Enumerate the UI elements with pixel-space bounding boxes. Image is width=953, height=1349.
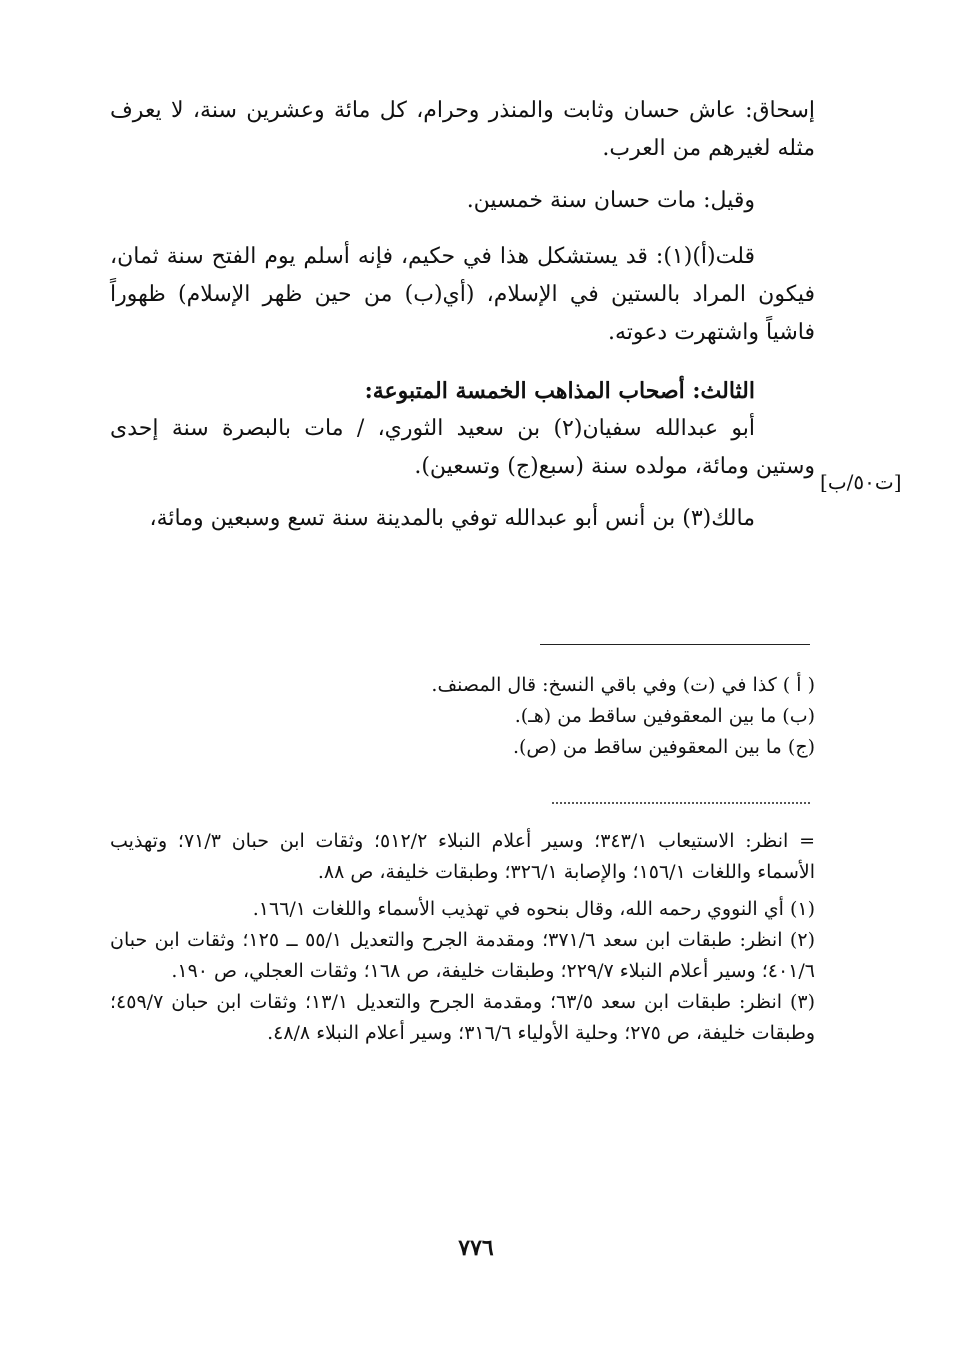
paragraph-5: مالك(٣) بن أنس أبو عبدالله توفي بالمدينة سنة تسع وسبعين ومائة، xyxy=(149,506,755,531)
page-number: ٧٧٦ xyxy=(458,1235,494,1261)
footnote-1: (١) أي النووي رحمه الله، وقال بنحوه في تهذيب الأسماء واللغات ١٦٦/١. xyxy=(252,898,815,920)
variant-note-b: (ب) ما بين المعقوفين ساقط من (هـ). xyxy=(514,705,815,727)
manuscript-folio-marker: [ت٥٠/ب] xyxy=(820,470,902,494)
paragraph-2: وقيل: مات حسان سنة خمسين. xyxy=(466,188,755,213)
footnote-3: (٣) انظر: طبقات ابن سعد ٦٣/٥؛ ومقدمة الجرح والتعديل ١٣/١؛ وثقات ابن حبان ٤٥٩/٧؛ وطبقات خليفة، ص ٢٧٥؛ وحلية الأولياء ٣١٦/٦؛ وسير أعلام النبلاء ٤٨/٨. xyxy=(110,991,816,1044)
variant-note-c: (ج) ما بين المعقوفين ساقط من (ص). xyxy=(512,736,815,758)
footnote-2: (٢) انظر: طبقات ابن سعد ٣٧١/٦؛ ومقدمة الجرح والتعديل ٥٥/١ ــ ١٢٥؛ وثقات ابن حبان ٤٠١/٦؛ وسير أعلام النبلاء ٢٢٩/٧؛ وطبقات خليفة، ص ١٦٨؛ وثقات العجلي، ص ١٩٠. xyxy=(110,929,815,982)
section-heading: الثالث: أصحاب المذاهب الخمسة المتبوعة: xyxy=(364,378,755,404)
paragraph-4: أبو عبدالله سفيان(٢) بن سعيد الثوري، / مات بالبصرة سنة إحدى وستين ومائة، مولده سنة (سبع(ج) وتسعين). xyxy=(110,416,815,479)
main-text xyxy=(110,92,815,538)
footnotes xyxy=(110,826,815,1049)
variant-notes xyxy=(110,670,815,763)
paragraph-1: إسحاق: عاش حسان وثابت والمنذر وحرام، كل مائة وعشرين سنة، لا يعرف مثله لغيرهم من العرب. xyxy=(110,98,815,161)
dotted-separator xyxy=(552,802,810,804)
footnote-continued: = انظر: الاستيعاب ٣٤٣/١؛ وسير أعلام النبلاء ٥١٢/٢؛ وثقات ابن حبان ٧١/٣؛ وتهذيب الأسماء واللغات ١٥٦/١؛ والإصابة ٣٢٦/١؛ وطبقات خليفة، ص ٨٨. xyxy=(110,830,815,883)
paragraph-3: قلت(أ)(١): قد يستشكل هذا في حكيم، فإنه أسلم يوم الفتح سنة ثمان، فيكون المراد بالستين في الإسلام، (أي(ب) من حين ظهر الإسلام) ظهوراً فاشياً واشتهرت دعوته. xyxy=(110,244,815,345)
footnote-separator xyxy=(540,644,810,645)
variant-note-a: ( أ ) كذا في (ت) وفي باقي النسخ: قال المصنف. xyxy=(431,674,815,696)
